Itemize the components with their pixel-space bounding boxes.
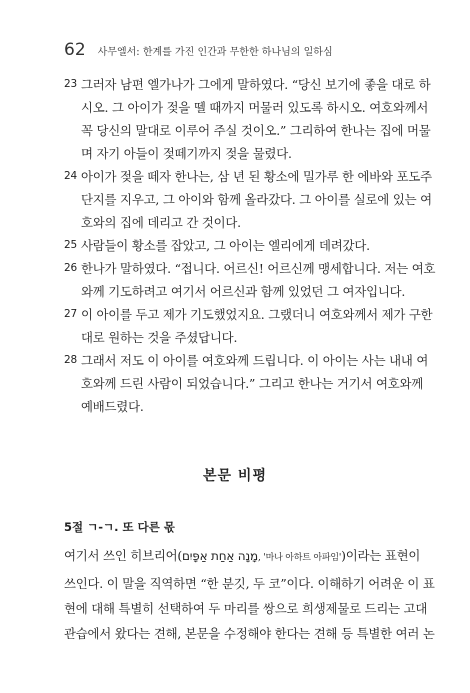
commentary-line (64, 543, 421, 571)
commentary-text: )이라는 표현이 (341, 548, 421, 563)
verse-line: 호와께 드린 사람이 되었습니다.” 그리고 한나는 거기서 여호와께 (81, 376, 424, 391)
verse-line: 이 아이를 두고 제가 기도했었지요. 그랬더니 여호와께서 제가 구한 (81, 307, 433, 322)
page-header (64, 40, 333, 60)
verse-line: 아이가 젖을 떼자 한나는, 삼 년 된 황소에 밀가루 한 에바와 포도주 (81, 169, 432, 184)
section-title: 본문 비평 (203, 468, 267, 484)
verse-25 (64, 234, 390, 257)
running-head: 사무엘서: 한계를 가진 인간과 무한한 하나님의 일하심 (97, 47, 333, 58)
commentary-paragraph (64, 543, 435, 646)
verse-line: 며 자기 아들이 젖떼기까지 젖을 물렸다. (81, 146, 292, 161)
verse-line: 사람들이 황소를 잡았고, 그 아이는 엘리에게 데려갔다. (81, 238, 370, 253)
verse-26 (64, 257, 436, 303)
verse-24 (64, 165, 432, 234)
verse-line: 한나가 말하였다. “접니다. 어르신! 어르신께 맹세합니다. 저는 여호 (81, 261, 436, 276)
verse-number: 28 (64, 354, 77, 366)
verse-number: 24 (64, 170, 77, 182)
verse-line: 그러자 남편 엘가나가 그에게 말하였다. “당신 보기에 좋을 대로 하 (81, 77, 431, 92)
verse-number: 27 (64, 308, 77, 320)
verse-number: 26 (64, 262, 77, 274)
verse-line: 단지를 지우고, 그 아이와 함께 올라갔다. 그 아이를 실로에 있는 여 (81, 192, 432, 207)
commentary-line: 쓰인다. 이 말을 직역하면 “한 분깃, 두 코”이다. 이해하기 어려운 이 표 (64, 576, 435, 591)
verse-number: 23 (64, 78, 77, 90)
verse-line: 시오. 그 아이가 젖을 뗄 때까지 머물러 있도록 하시오. 여호와께서 (81, 100, 429, 115)
verse-line: 그래서 저도 이 아이를 여호와께 드립니다. 이 아이는 사는 내내 여 (81, 353, 429, 368)
verse-line: 호와의 집에 데리고 간 것이다. (81, 215, 241, 230)
verse-27 (64, 303, 433, 349)
commentary-line: 현에 대해 특별히 선택하여 두 마리를 쌍으로 희생제물로 드리는 고대 (64, 601, 428, 616)
commentary-line: 관습에서 왔다는 견해, 본문을 수정해야 한다는 견해 등 특별한 여러 논 (64, 626, 435, 641)
verse-number: 25 (64, 239, 77, 251)
verse-line: 와께 기도하려고 여기서 어르신과 함께 있었던 그 여자입니다. (81, 284, 406, 299)
verse-23 (64, 73, 431, 165)
verse-28 (64, 349, 429, 418)
verse-line: 꼭 당신의 말대로 이루어 주실 것이오.” 그리하여 한나는 집에 머물 (81, 123, 431, 138)
commentary-text: 여기서 쓰인 히브리어( (64, 548, 183, 563)
page-number: 62 (64, 40, 86, 60)
verse-line: 예배드렸다. (81, 399, 144, 414)
note-heading: 5절 ㄱ-ㄱ. 또 다른 몫 (64, 520, 175, 534)
transliteration: , '마나 아하트 아파임' (257, 553, 342, 563)
scripture-passage (64, 73, 436, 418)
hebrew-phrase: מָנָה אַחַת אַפָּיִם (182, 549, 258, 563)
verse-line: 대로 원하는 것을 주셨답니다. (81, 330, 238, 345)
